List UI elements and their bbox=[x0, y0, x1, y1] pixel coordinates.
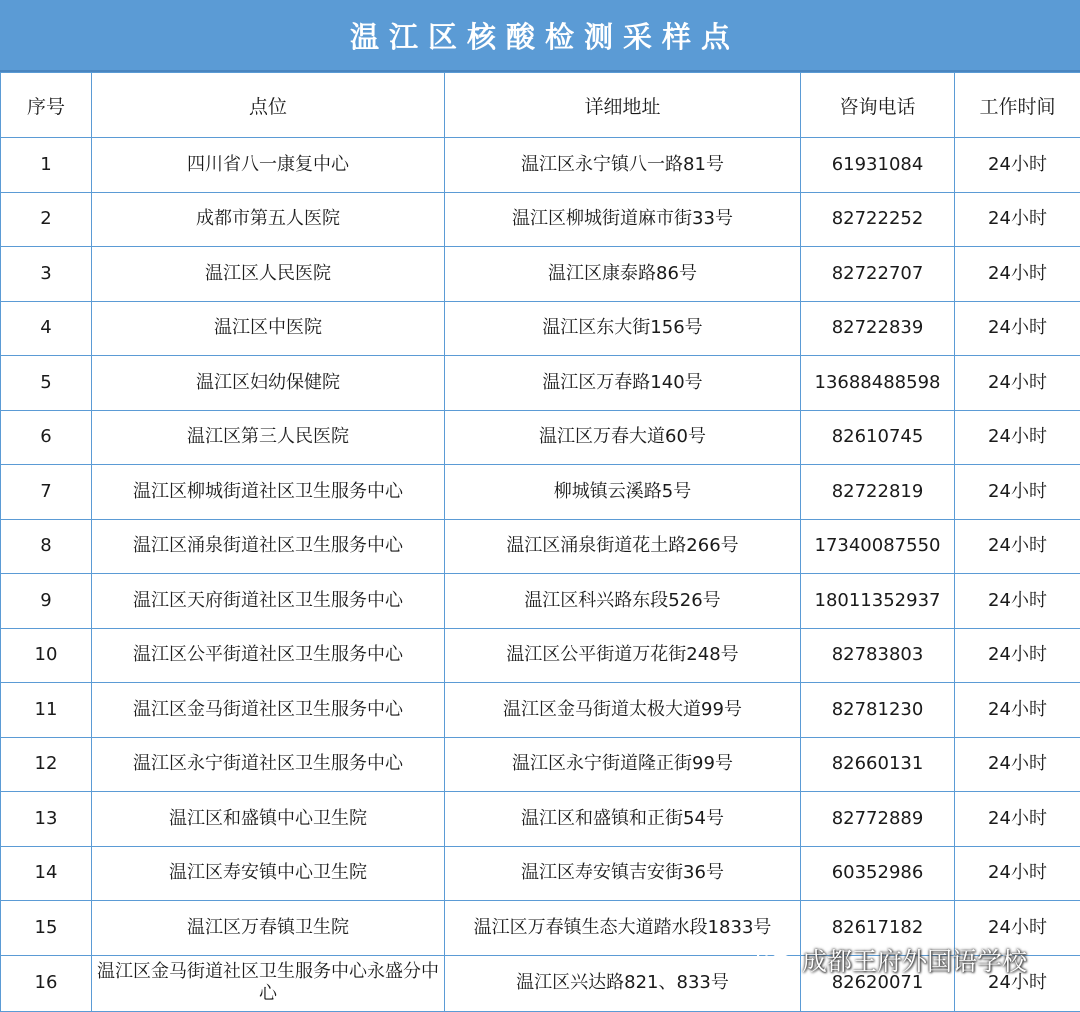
cell-serial-number: 7 bbox=[1, 465, 92, 520]
cell-serial-number: 12 bbox=[1, 737, 92, 792]
cell-phone: 82660131 bbox=[801, 737, 955, 792]
cell-site: 温江区第三人民医院 bbox=[92, 410, 445, 465]
header-site: 点位 bbox=[92, 73, 445, 138]
cell-serial-number: 10 bbox=[1, 628, 92, 683]
cell-serial-number: 11 bbox=[1, 683, 92, 738]
cell-hours: 24小时 bbox=[955, 138, 1080, 193]
cell-address: 温江区康泰路86号 bbox=[445, 247, 801, 302]
cell-hours: 24小时 bbox=[955, 683, 1080, 738]
header-address: 详细地址 bbox=[445, 73, 801, 138]
cell-site: 温江区涌泉街道社区卫生服务中心 bbox=[92, 519, 445, 574]
page-title: 温江区核酸检测采样点 bbox=[340, 15, 740, 56]
table-body bbox=[1, 138, 1080, 1012]
table-row bbox=[1, 846, 1080, 901]
table-row bbox=[1, 574, 1080, 629]
cell-phone: 82722819 bbox=[801, 465, 955, 520]
cell-address: 温江区寿安镇吉安街36号 bbox=[445, 846, 801, 901]
table-row bbox=[1, 683, 1080, 738]
cell-serial-number: 4 bbox=[1, 301, 92, 356]
table-row bbox=[1, 737, 1080, 792]
table-row bbox=[1, 628, 1080, 683]
cell-serial-number: 1 bbox=[1, 138, 92, 193]
table-row bbox=[1, 465, 1080, 520]
cell-site: 成都市第五人医院 bbox=[92, 192, 445, 247]
cell-hours: 24小时 bbox=[955, 628, 1080, 683]
cell-phone: 82722252 bbox=[801, 192, 955, 247]
cell-hours: 24小时 bbox=[955, 519, 1080, 574]
table-row bbox=[1, 301, 1080, 356]
table-row bbox=[1, 519, 1080, 574]
cell-address: 温江区东大街156号 bbox=[445, 301, 801, 356]
cell-serial-number: 5 bbox=[1, 356, 92, 411]
cell-site: 温江区妇幼保健院 bbox=[92, 356, 445, 411]
title-bar bbox=[0, 0, 1080, 72]
cell-hours: 24小时 bbox=[955, 465, 1080, 520]
header-hours: 工作时间 bbox=[955, 73, 1080, 138]
cell-serial-number: 9 bbox=[1, 574, 92, 629]
cell-address: 温江区万春路140号 bbox=[445, 356, 801, 411]
cell-phone: 82722707 bbox=[801, 247, 955, 302]
cell-phone: 18011352937 bbox=[801, 574, 955, 629]
header-serial-number: 序号 bbox=[1, 73, 92, 138]
cell-hours: 24小时 bbox=[955, 192, 1080, 247]
sampling-sites-table bbox=[0, 72, 1080, 1012]
cell-site: 温江区和盛镇中心卫生院 bbox=[92, 792, 445, 847]
cell-site: 温江区金马街道社区卫生服务中心 bbox=[92, 683, 445, 738]
table-row bbox=[1, 792, 1080, 847]
cell-serial-number: 13 bbox=[1, 792, 92, 847]
cell-site: 温江区中医院 bbox=[92, 301, 445, 356]
cell-phone: 61931084 bbox=[801, 138, 955, 193]
cell-phone: 17340087550 bbox=[801, 519, 955, 574]
cell-phone: 82772889 bbox=[801, 792, 955, 847]
cell-hours: 24小时 bbox=[955, 901, 1080, 956]
cell-hours: 24小时 bbox=[955, 574, 1080, 629]
cell-hours: 24小时 bbox=[955, 247, 1080, 302]
cell-hours: 24小时 bbox=[955, 737, 1080, 792]
cell-address: 温江区科兴路东段526号 bbox=[445, 574, 801, 629]
cell-site: 温江区公平街道社区卫生服务中心 bbox=[92, 628, 445, 683]
cell-phone: 82620071 bbox=[801, 955, 955, 1011]
cell-site: 温江区人民医院 bbox=[92, 247, 445, 302]
cell-serial-number: 15 bbox=[1, 901, 92, 956]
cell-address: 温江区兴达路821、833号 bbox=[445, 955, 801, 1011]
cell-site: 温江区寿安镇中心卫生院 bbox=[92, 846, 445, 901]
cell-phone: 82783803 bbox=[801, 628, 955, 683]
cell-site: 温江区柳城街道社区卫生服务中心 bbox=[92, 465, 445, 520]
cell-serial-number: 3 bbox=[1, 247, 92, 302]
table-row bbox=[1, 192, 1080, 247]
cell-site: 温江区天府街道社区卫生服务中心 bbox=[92, 574, 445, 629]
table-row bbox=[1, 410, 1080, 465]
cell-hours: 24小时 bbox=[955, 955, 1080, 1011]
watermark-text: 成都王府外国语学校 bbox=[802, 942, 1027, 978]
table-row bbox=[1, 356, 1080, 411]
cell-address: 柳城镇云溪路5号 bbox=[445, 465, 801, 520]
cell-site: 温江区永宁街道社区卫生服务中心 bbox=[92, 737, 445, 792]
cell-serial-number: 14 bbox=[1, 846, 92, 901]
cell-address: 温江区公平街道万花街248号 bbox=[445, 628, 801, 683]
table-row bbox=[1, 901, 1080, 956]
cell-serial-number: 6 bbox=[1, 410, 92, 465]
cell-site: 温江区金马街道社区卫生服务中心永盛分中心 bbox=[92, 955, 445, 1011]
cell-address: 温江区万春大道60号 bbox=[445, 410, 801, 465]
cell-site: 温江区万春镇卫生院 bbox=[92, 901, 445, 956]
cell-phone: 60352986 bbox=[801, 846, 955, 901]
cell-hours: 24小时 bbox=[955, 410, 1080, 465]
header-phone: 咨询电话 bbox=[801, 73, 955, 138]
cell-serial-number: 2 bbox=[1, 192, 92, 247]
cell-site: 四川省八一康复中心 bbox=[92, 138, 445, 193]
cell-address: 温江区金马街道太极大道99号 bbox=[445, 683, 801, 738]
table-row bbox=[1, 247, 1080, 302]
cell-phone: 13688488598 bbox=[801, 356, 955, 411]
cell-serial-number: 16 bbox=[1, 955, 92, 1011]
table-row bbox=[1, 955, 1080, 1011]
cell-phone: 82610745 bbox=[801, 410, 955, 465]
cell-phone: 82722839 bbox=[801, 301, 955, 356]
cell-hours: 24小时 bbox=[955, 846, 1080, 901]
cell-serial-number: 8 bbox=[1, 519, 92, 574]
cell-address: 温江区永宁镇八一路81号 bbox=[445, 138, 801, 193]
cell-hours: 24小时 bbox=[955, 301, 1080, 356]
cell-address: 温江区柳城街道麻市街33号 bbox=[445, 192, 801, 247]
cell-address: 温江区涌泉街道花土路266号 bbox=[445, 519, 801, 574]
table-row bbox=[1, 138, 1080, 193]
cell-address: 温江区万春镇生态大道踏水段1833号 bbox=[445, 901, 801, 956]
table-header-row bbox=[1, 73, 1080, 138]
cell-hours: 24小时 bbox=[955, 792, 1080, 847]
cell-address: 温江区和盛镇和正街54号 bbox=[445, 792, 801, 847]
cell-phone: 82781230 bbox=[801, 683, 955, 738]
cell-hours: 24小时 bbox=[955, 356, 1080, 411]
cell-phone: 82617182 bbox=[801, 901, 955, 956]
cell-address: 温江区永宁街道隆正街99号 bbox=[445, 737, 801, 792]
